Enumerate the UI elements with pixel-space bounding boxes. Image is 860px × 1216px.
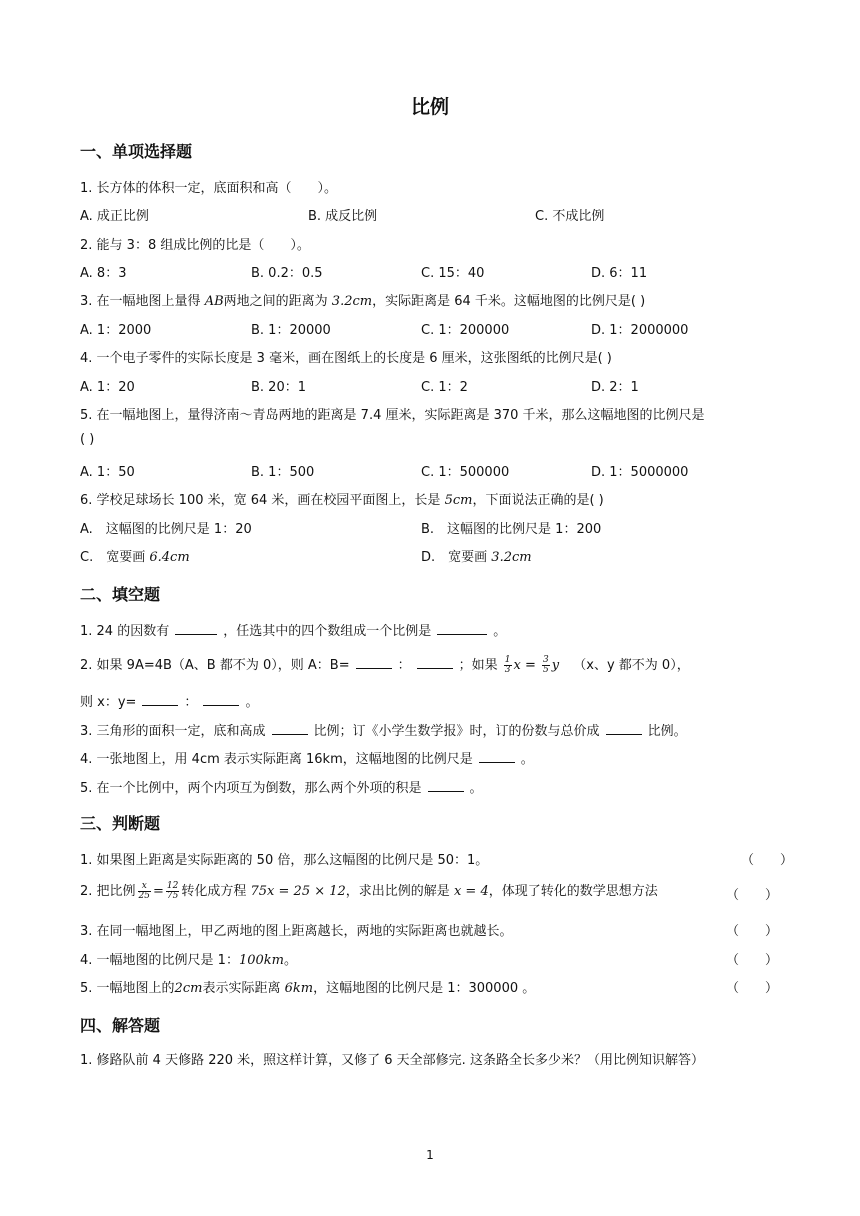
judge-question-4: 4. 一幅地图的比例尺是 1：100km。 <box>80 953 297 968</box>
choice-3-option-c: C. 1：200000 <box>421 323 510 338</box>
choice-question-5-cont: ( ) <box>80 432 95 447</box>
blank[interactable] <box>479 750 515 763</box>
judge-question-2: 2. 把比例 $\frac{x}{25}$ = $\frac{12}{75}$ 转化成方程 75x = 25 × 12，求出比例的解是 x = 4，体现了转化的数学思想方法 <box>80 881 658 901</box>
choice-3-option-b: B. 1：20000 <box>251 323 331 338</box>
choice-6-option-c: C. 宽要画 6.4cm <box>80 550 190 565</box>
choice-5-option-b: B. 1：500 <box>251 465 315 480</box>
choice-question-3: 3. 在一幅地图上量得 AB两地之间的距离为 3.2cm，实际距离是 64 千米。这幅地图的比例尺是( ) <box>80 294 646 309</box>
fill-question-2: 2. 如果 9A=4B（A、B 都不为 0），则 A：B= ： ；如果 $\frac{1}{3}$ x = $\frac{3}{5}$ y （x、y 都不为 0）， <box>80 655 690 675</box>
fraction: $\frac{3}{5}$ <box>543 655 549 675</box>
blank[interactable] <box>203 693 239 706</box>
section-heading-fill: 二、填空题 <box>80 585 161 604</box>
blank[interactable] <box>437 622 487 635</box>
blank[interactable] <box>272 722 308 735</box>
blank[interactable] <box>175 622 217 635</box>
choice-3-option-d: D. 1：2000000 <box>591 323 689 338</box>
choice-question-5: 5. 在一幅地图上，量得济南～青岛两地的距离是 7.4 厘米，实际距离是 370 千米，那么这幅地图的比例尺是 <box>80 408 705 423</box>
choice-5-option-c: C. 1：500000 <box>421 465 510 480</box>
choice-6-option-a: A. 这幅图的比例尺是 1：20 <box>80 522 252 537</box>
fill-question-3: 3. 三角形的面积一定，底和高成 比例；订《小学生数学报》时，订的份数与总价成 比例。 <box>80 724 687 739</box>
choice-5-option-a: A. 1：50 <box>80 465 135 480</box>
blank[interactable] <box>356 656 392 669</box>
fraction: $\frac{1}{3}$ <box>504 655 511 675</box>
choice-3-option-a: A. 1：2000 <box>80 323 152 338</box>
fraction: $\frac{12}{75}$ <box>166 881 179 901</box>
judge-question-5: 5. 一幅地图上的2cm表示实际距离 6km，这幅地图的比例尺是 1：300000 。 <box>80 981 536 996</box>
fraction: $\frac{x}{25}$ <box>138 881 150 901</box>
fill-question-2-cont: 则 x：y= ： 。 <box>80 695 259 710</box>
fill-question-5: 5. 在一个比例中，两个内项互为倒数，那么两个外项的积是 。 <box>80 781 483 796</box>
blank[interactable] <box>142 693 178 706</box>
choice-6-option-b: B. 这幅图的比例尺是 1：200 <box>421 522 602 537</box>
answer-parentheses[interactable]: （ ） <box>726 981 779 996</box>
answer-parentheses[interactable]: （ ） <box>741 853 794 868</box>
choice-4-option-b: B. 20：1 <box>251 380 306 395</box>
blank[interactable] <box>417 656 453 669</box>
choice-4-option-d: D. 2：1 <box>591 380 639 395</box>
choice-question-4: 4. 一个电子零件的实际长度是 3 毫米，画在图纸上的长度是 6 厘米，这张图纸的比例尺是( ) <box>80 351 612 366</box>
blank[interactable] <box>428 779 464 792</box>
choice-6-option-d: D. 宽要画 3.2cm <box>421 550 532 565</box>
choice-1-option-c: C. 不成比例 <box>535 209 605 224</box>
answer-parentheses[interactable]: （ ） <box>726 924 779 939</box>
answer-parentheses[interactable]: （ ） <box>726 953 779 968</box>
judge-question-1: 1. 如果图上距离是实际距离的 50 倍，那么这幅图的比例尺是 50：1。 <box>80 853 489 868</box>
section-heading-choice: 一、单项选择题 <box>80 142 193 161</box>
choice-question-2: 2. 能与 3：8 组成比例的比是（ ）。 <box>80 238 310 253</box>
choice-2-option-b: B. 0.2：0.5 <box>251 266 323 281</box>
choice-2-option-c: C. 15：40 <box>421 266 485 281</box>
choice-question-1: 1. 长方体的体积一定，底面积和高（ ）。 <box>80 181 338 196</box>
choice-4-option-c: C. 1：2 <box>421 380 468 395</box>
judge-question-3: 3. 在同一幅地图上，甲乙两地的图上距离越长，两地的实际距离也就越长。 <box>80 924 513 939</box>
choice-2-option-a: A. 8：3 <box>80 266 127 281</box>
fill-question-4: 4. 一张地图上，用 4cm 表示实际距离 16km，这幅地图的比例尺是 。 <box>80 752 534 767</box>
blank[interactable] <box>606 722 642 735</box>
choice-1-option-a: A. 成正比例 <box>80 209 149 224</box>
page-number: 1 <box>426 1148 434 1162</box>
section-heading-judge: 三、判断题 <box>80 814 161 833</box>
section-heading-answer: 四、解答题 <box>80 1016 161 1035</box>
choice-question-6: 6. 学校足球场长 100 米，宽 64 米，画在校园平面图上，长是 5cm，下面说法正确的是( ) <box>80 493 604 508</box>
choice-5-option-d: D. 1：5000000 <box>591 465 689 480</box>
page-title: 比例 <box>410 96 449 118</box>
choice-2-option-d: D. 6：11 <box>591 266 648 281</box>
fill-question-1: 1. 24 的因数有 ，任选其中的四个数组成一个比例是 。 <box>80 624 507 639</box>
answer-parentheses[interactable]: （ ） <box>726 888 779 903</box>
choice-4-option-a: A. 1：20 <box>80 380 135 395</box>
answer-question-1: 1. 修路队前 4 天修路 220 米，照这样计算，又修了 6 天全部修完. 这条路全长多少米？（用比例知识解答） <box>80 1053 704 1068</box>
choice-1-option-b: B. 成反比例 <box>308 209 378 224</box>
